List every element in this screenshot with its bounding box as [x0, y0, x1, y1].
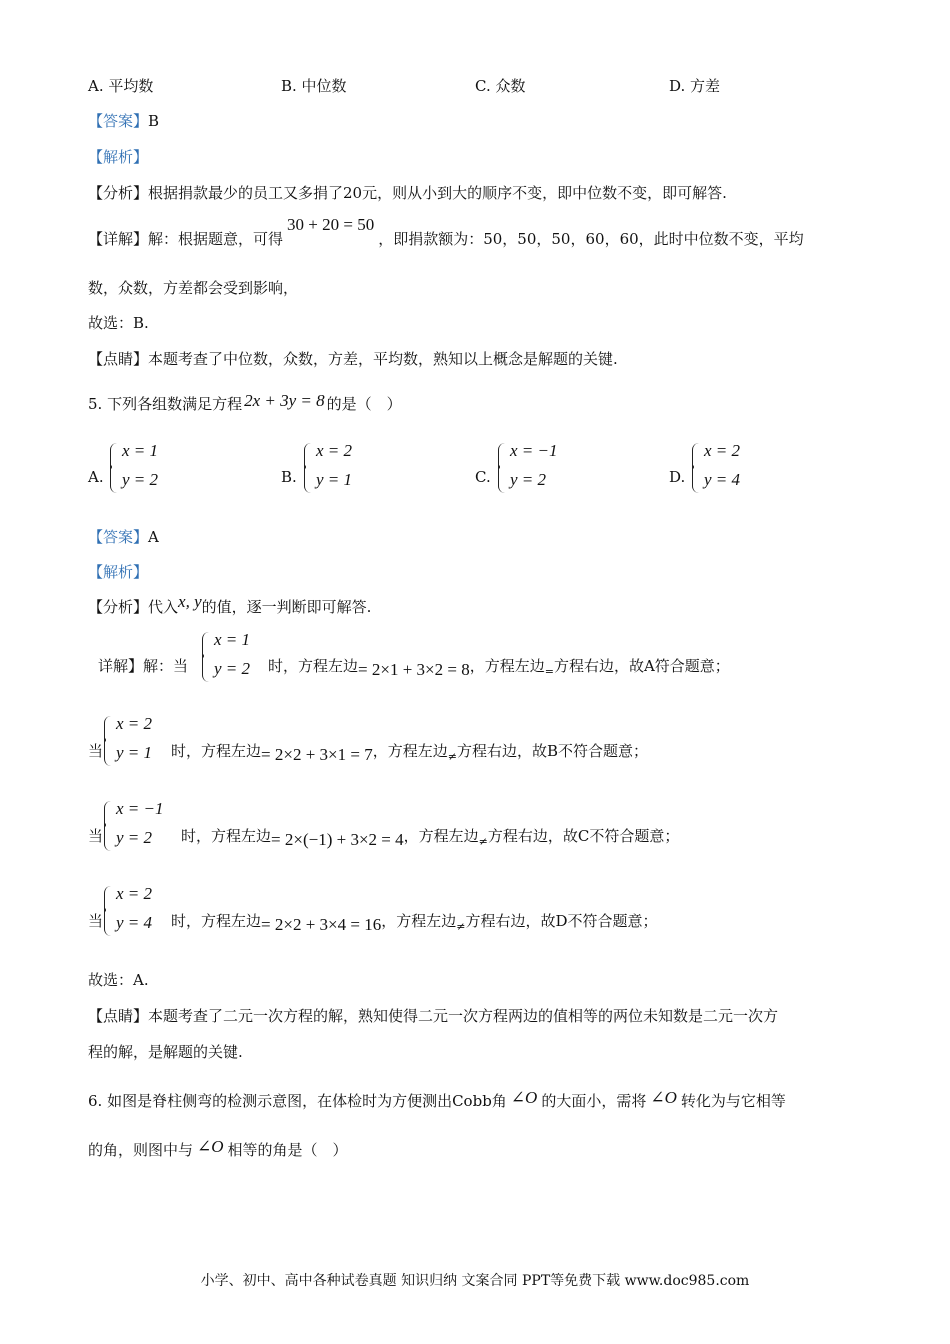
q5-dianjing-line [88, 1006, 778, 1026]
system-row-2: y = 2 [510, 470, 547, 489]
detail-t3: 方程右边，故B不符合题意； [456, 742, 648, 760]
system-row-2: y = 2 [122, 470, 159, 489]
detail-t2: ，方程左边 [381, 912, 457, 930]
system-row-1: x = 2 [704, 441, 741, 460]
q4-option-b: B. 中位数 [281, 77, 347, 95]
answer-tag: 【答案】 [88, 528, 149, 546]
q5-stem-text: 5. 下列各组数满足方程 [88, 395, 243, 413]
fenxi-tag: 【分析】 [88, 184, 149, 202]
detail-prefix: 当 [88, 742, 104, 760]
q4-detail-line-2: 数，众数，方差都会受到影响， [88, 279, 299, 297]
angle-o: ∠O [197, 1137, 224, 1156]
q4-detail-line [88, 215, 804, 249]
system-row-1: x = 2 [116, 714, 153, 733]
dianjing-tag: 【点睛】 [88, 1007, 149, 1025]
detail-t2: ，方程左边 [403, 827, 479, 845]
system-row-1: x = 1 [122, 441, 159, 460]
detail-eq: = 2×1 + 3×2 = 8 [358, 660, 470, 679]
detail-t2: ，方程左边 [469, 657, 545, 675]
detail-t3: 方程右边，故A符合题意； [553, 657, 730, 675]
detail-text-a: 解：根据题意，可得 [148, 230, 284, 248]
q4-answer-line [88, 111, 159, 131]
detail-eq: = 2×2 + 3×4 = 16 [261, 915, 382, 934]
detail-tag: 【详解】 [88, 230, 149, 248]
q5-stem-tail: 的是（ ） [326, 395, 402, 413]
system-row-1: x = −1 [116, 799, 164, 818]
system-row-2: y = 4 [116, 913, 153, 932]
fenxi-text-b: 的值，逐一判断即可解答. [201, 598, 372, 616]
dianjing-text: 本题考查了中位数，众数，方差，平均数，熟知以上概念是解题的关键. [148, 350, 618, 368]
system-row-2: y = 1 [316, 470, 353, 489]
dianjing-tag: 【点睛】 [88, 350, 149, 368]
system-row-2: y = 1 [116, 743, 153, 762]
q5-option-d-label: D. [669, 468, 686, 486]
system-row-1: x = 1 [214, 630, 251, 649]
q4-option-a: A. 平均数 [88, 77, 154, 95]
system-row-1: x = −1 [510, 441, 558, 460]
q4-choose: 故选：B. [88, 314, 149, 332]
q6-stem-d: 的角，则图中与 [88, 1141, 194, 1159]
detail-t3: 方程右边，故C不符合题意； [487, 827, 680, 845]
detail-rel: ≠ [456, 920, 466, 933]
detail-prefix: 详解】解：当 [98, 657, 189, 675]
q5-analysis-tag: 【解析】 [88, 563, 149, 581]
answer-value: B [148, 112, 160, 130]
q5-option-b-label: B. [281, 468, 297, 486]
q4-analysis-tag: 【解析】 [88, 148, 149, 166]
q5-detail-row-3 [88, 826, 679, 852]
q6-stem-line-1 [88, 1088, 786, 1111]
answer-value: A [148, 528, 159, 546]
q6-stem-b: 的大面小，需将 [541, 1092, 647, 1110]
angle-o: ∠O [510, 1088, 538, 1107]
system-row-2: y = 2 [116, 828, 153, 847]
q4-dianjing-line [88, 349, 618, 369]
detail-rel: ≠ [447, 750, 457, 763]
q6-stem-c: 转化为与它相等 [680, 1092, 786, 1110]
fenxi-math: x, y [178, 592, 202, 611]
q6-stem-e: 相等的角是（ ） [227, 1141, 348, 1159]
detail-eq: = 2×(−1) + 3×2 = 4 [271, 830, 404, 849]
q5-stem [88, 391, 402, 414]
fenxi-tag: 【分析】 [88, 598, 149, 616]
answer-tag: 【答案】 [88, 112, 149, 130]
q5-option-c-label: C. [475, 468, 491, 486]
q4-option-d: D. 方差 [669, 77, 721, 95]
q5-detail-row-2 [88, 741, 648, 767]
detail-t1: 时，方程左边 [171, 742, 262, 760]
detail-prefix: 当 [88, 912, 104, 930]
page-footer: 小学、初中、高中各种试卷真题 知识归纳 文案合同 PPT等免费下载 www.doc985.com [200, 1273, 750, 1289]
q5-equation: 2x + 3y = 8 [244, 391, 325, 410]
q6-stem-a: 6. 如图是脊柱侧弯的检测示意图，在体检时为方便测出Cobb角 [88, 1092, 507, 1110]
q5-choose: 故选：A. [88, 971, 149, 989]
detail-math: 30 + 20 = 50 [287, 215, 375, 234]
fenxi-text-a: 代入 [148, 598, 179, 616]
q4-fenxi-line [88, 183, 727, 203]
detail-t2: ，方程左边 [372, 742, 448, 760]
system-row-1: x = 2 [316, 441, 353, 460]
detail-eq: = 2×2 + 3×1 = 7 [261, 745, 373, 764]
detail-t1: 时，方程左边 [181, 827, 272, 845]
detail-rel: ≠ [478, 835, 488, 848]
detail-text-b: ，即捐款额为：50，50，50，60，60，此时中位数不变，平均 [378, 230, 804, 248]
q5-fenxi-line [88, 592, 372, 617]
system-row-2: y = 4 [704, 470, 741, 489]
q5-detail-row-1 [98, 656, 730, 682]
detail-prefix: 当 [88, 827, 104, 845]
detail-t3: 方程右边，故D不符合题意； [465, 912, 658, 930]
angle-o: ∠O [650, 1088, 677, 1107]
q4-option-c: C. 众数 [475, 77, 526, 95]
q5-option-a-label: A. [88, 468, 104, 486]
dianjing-text: 本题考查了二元一次方程的解，熟知使得二元一次方程两边的值相等的两位未知数是二元一次方 [148, 1007, 779, 1025]
detail-rel: = [544, 665, 554, 678]
q5-answer-line [88, 527, 159, 547]
detail-t1: 时，方程左边 [171, 912, 262, 930]
system-row-2: y = 2 [214, 659, 251, 678]
q5-dianjing-line-2: 程的解，是解题的关键. [88, 1043, 243, 1061]
q6-stem-line-2 [88, 1137, 348, 1160]
system-row-1: x = 2 [116, 884, 153, 903]
detail-t1: 时，方程左边 [268, 657, 359, 675]
fenxi-text: 根据捐款最少的员工又多捐了20元，则从小到大的顺序不变，即中位数不变，即可解答. [148, 184, 727, 202]
q5-detail-row-4 [88, 911, 657, 937]
